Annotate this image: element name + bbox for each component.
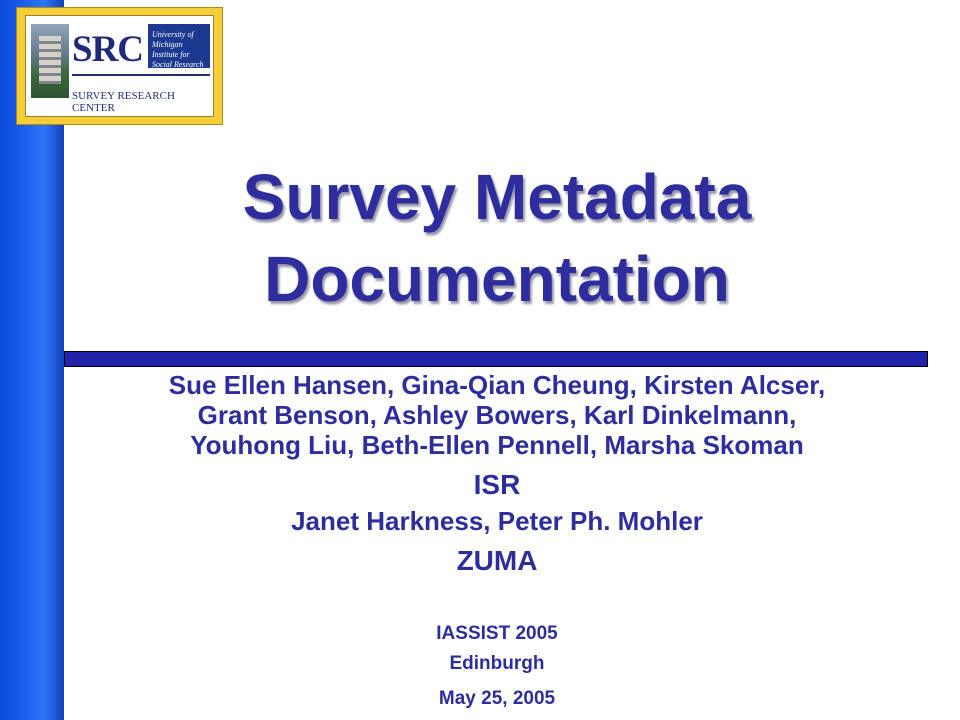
conference-name: IASSIST 2005 <box>436 623 558 644</box>
building-facade <box>39 36 61 84</box>
title-line-2: Documentation <box>264 243 730 315</box>
conference-date: May 25, 2005 <box>438 688 556 709</box>
conference-city: Edinburgh <box>449 653 545 674</box>
author-line-1: Sue Ellen Hansen, Gina-Qian Cheung, Kirsten Alcser, <box>168 370 826 400</box>
affiliation-zuma: ZUMA <box>456 545 538 576</box>
author-line-3: Youhong Liu, Beth-Ellen Pennell, Marsha Skoman <box>190 430 804 460</box>
src-logo <box>16 7 223 125</box>
author-line-2: Grant Benson, Ashley Bowers, Karl Dinkelmann, <box>197 400 797 430</box>
zuma-author-list: Janet Harkness, Peter Ph. Mohler <box>291 506 703 536</box>
logo-university-text: University of Michigan Institute for Social Research <box>152 30 204 69</box>
logo-panel <box>25 15 214 117</box>
isr-author-list <box>64 370 930 460</box>
building-photo <box>31 24 69 98</box>
logo-rule <box>72 74 210 76</box>
affiliation-isr: ISR <box>473 469 521 500</box>
logo-abbreviation: SRC <box>72 29 144 70</box>
title-line-1: Survey Metadata <box>242 161 752 233</box>
logo-university-box <box>148 24 210 68</box>
slide-title <box>64 156 930 320</box>
logo-caption: SURVEY RESEARCH CENTER <box>72 90 175 114</box>
title-divider <box>64 351 928 367</box>
